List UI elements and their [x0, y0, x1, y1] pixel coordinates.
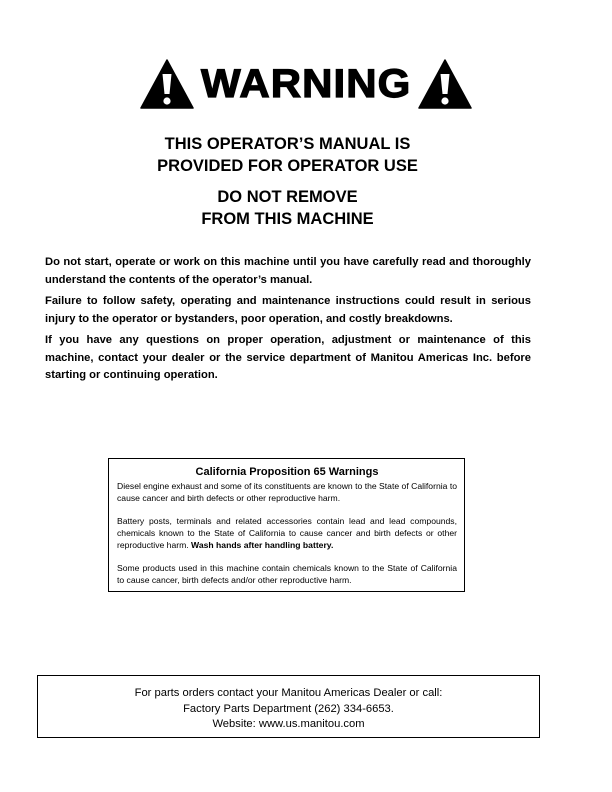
do-not-remove-line1: DO NOT REMOVE: [217, 188, 358, 206]
contact-dealer-line: For parts orders contact your Manitou Americas Dealer or call:: [134, 687, 443, 699]
parts-contact-box: [37, 675, 540, 738]
manual-notice-line2: PROVIDED FOR OPERATOR USE: [157, 157, 418, 175]
safety-instructions-paragraph: Failure to follow safety, operating and maintenance instructions could result in serious injury to the operator or bystanders, poor operation, and costly breakdowns.: [45, 295, 531, 325]
manual-notice-heading: [0, 133, 575, 177]
prop65-products-paragraph: Some products used in this machine contain chemicals known to the State of California to cause cancer, birth defects and/or other reproductive harm.: [117, 563, 457, 585]
warning-triangle-icon: [418, 59, 472, 109]
contact-dealer-paragraph: If you have any questions on proper operation, adjustment or maintenance of this machine, contact your dealer or the service department of Manitou Americas Inc. before starting or continuing operation.: [45, 334, 531, 381]
factory-parts-line: Factory Parts Department (262) 334-6653.: [183, 702, 394, 715]
prop65-warning-box: [108, 458, 465, 592]
prop65-title: California Proposition 65 Warnings: [195, 466, 379, 478]
do-not-remove-line2: FROM THIS MACHINE: [201, 210, 374, 228]
website-line: Website: www.us.manitou.com: [212, 718, 365, 730]
manual-notice-line1: THIS OPERATOR’S MANUAL IS: [164, 135, 411, 153]
prop65-diesel-paragraph: Diesel engine exhaust and some of its constituents are known to the State of California to cause cancer and birth defects or other reproductive harm.: [117, 481, 457, 503]
warning-triangle-icon: [140, 59, 194, 109]
warning-title: WARNING: [200, 62, 412, 106]
prop65-battery-text: Battery posts, terminals and related accessories contain lead and lead compounds, chemicals known to the State of California to cause cancer and birth defects or other reproductive harm.: [117, 516, 457, 550]
warning-banner: [0, 58, 612, 110]
prop65-battery-paragraph: [117, 515, 457, 551]
prop65-wash-hands-text: Wash hands after handling battery.: [191, 540, 334, 550]
do-not-remove-heading: [0, 186, 575, 230]
read-manual-paragraph: Do not start, operate or work on this machine until you have carefully read and thoroughly understand the contents of the operator’s manual.: [45, 256, 531, 286]
